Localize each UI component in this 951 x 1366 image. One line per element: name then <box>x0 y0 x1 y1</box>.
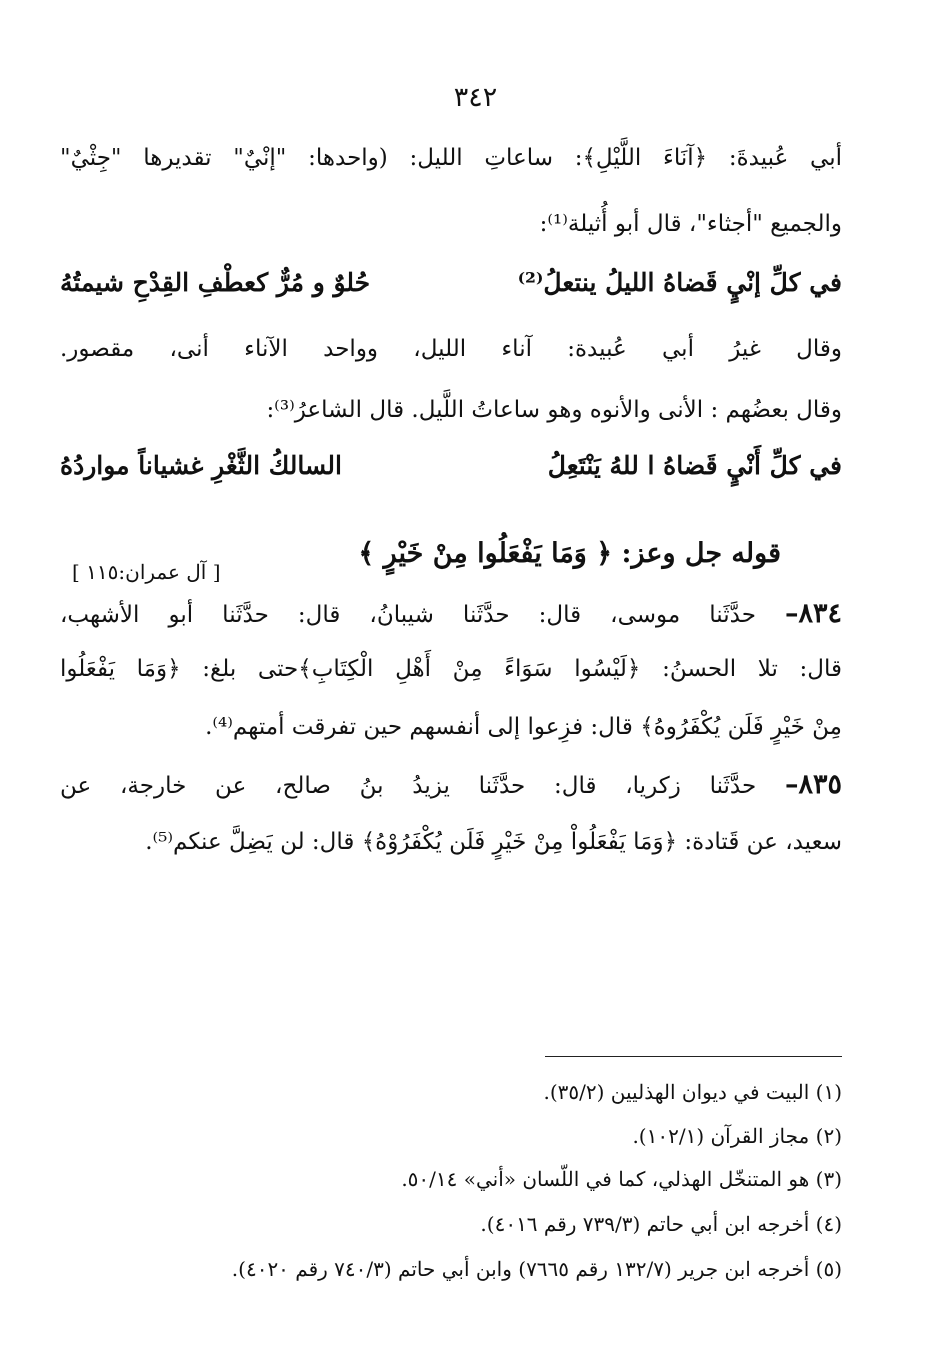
page-number: ٣٤٢ <box>453 82 498 113</box>
hadith-number-834: ٨٣٤– <box>784 598 842 629</box>
footnote-1: (١) البيت في ديوان الهذليين (٣٥/٢). <box>543 1080 842 1104</box>
middle-line-2: وقال بعضُهم : الأنى والأنوه وهو ساعاتُ اللَّيل. قال الشاعرُ⁽³⁾: <box>266 397 842 423</box>
intro-line-2: والجميع "أجثاء"، قال أبو أُثيلة⁽¹⁾: <box>539 211 842 237</box>
hadith-834-line-3: مِنْ خَيْرٍ فَلَن يُكْفَرُوهُ﴾ قال: فزِعوا إلى أنفسهم حين تفرقت أمتهم⁽⁴⁾. <box>205 714 842 740</box>
footnote-3: (٣) هو المتنخّل الهذلي، كما في اللّسان «أني» ٥٠/١٤. <box>401 1167 842 1191</box>
hadith-number-835: ٨٣٥– <box>784 769 842 800</box>
verse-2-left-hemistich: السالكُ الثَّغْرِ غشياناً مواردُهُ <box>60 451 342 480</box>
heading-quran-quote: ﴿ وَمَا يَفْعَلُوا مِنْ خَيْرٍ ﴾ <box>358 538 613 569</box>
hadith-835-line-2: سعيد، عن قَتادة: ﴿وَمَا يَفْعَلُواْ مِنْ خَيْرٍ فَلَن يُكْفَرُوْهُ﴾ قال: لن يَضِلَّ عنكم⁽⁵⁾. <box>145 829 842 855</box>
surah-reference: [ آل عمران:١١٥ ] <box>72 560 221 584</box>
hadith-834-line-2: قال: تلا الحسنُ: ﴿لَيْسُوا سَوَاءً مِنْ أَهْلِ الْكِتَابِ﴾حتى بلغ: ﴿وَمَا يَفْعَلُوا <box>60 656 842 682</box>
footnote-5: (٥) أخرجه ابن جرير (١٣٢/٧ رقم ٧٦٦٥) وابن أبي حاتم (٧٤٠/٣ رقم ٤٠٢٠). <box>231 1257 842 1281</box>
hadith-834-text-1: حدَّثَنا موسى، قال: حدَّثَنا شيبانُ، قال: حدَّثَنا أبو الأشهب، <box>60 602 785 628</box>
hadith-834-line-1 <box>60 598 842 630</box>
hadith-835-line-1 <box>60 769 842 801</box>
hadith-835-text-1: حدَّثَنا زكريا، قال: حدَّثَنا يزيدُ بنُ صالح، عن خارجة، عن <box>60 773 785 799</box>
section-heading <box>358 538 781 569</box>
heading-prefix: قوله جل وعز: <box>612 538 781 569</box>
footnote-2: (٢) مجاز القرآن (١٠٢/١). <box>632 1124 842 1148</box>
footnote-4: (٤) أخرجه ابن أبي حاتم (٧٣٩/٣ رقم ٤٠١٦). <box>480 1212 842 1236</box>
verse-2-right-hemistich: في كلِّ أَنْيٍ قَضاهُ ا للهُ يَنْتَعِلُ <box>547 451 842 480</box>
verse-1-right-hemistich: في كلِّ إنْيٍ قَضاهُ الليلُ ينتعلُ⁽²⁾ <box>517 268 842 297</box>
footnote-divider <box>545 1056 842 1057</box>
intro-line-1: أبي عُبيدةَ: ﴿آنَاءَ اللَّيْلِ﴾: ساعاتِ الليل: (واحدها: "إنْيٌ" تقديرها "جِثْيٌ" <box>60 145 842 171</box>
middle-line-1: وقال غيرُ أبي عُبيدة: آناء الليل، وواحد الآناء أنى، مقصور. <box>60 336 842 362</box>
verse-1-left-hemistich: حُلوٌ و مُرٌّ كعطْفِ القِدْحِ شيمتُهُ <box>60 268 371 297</box>
